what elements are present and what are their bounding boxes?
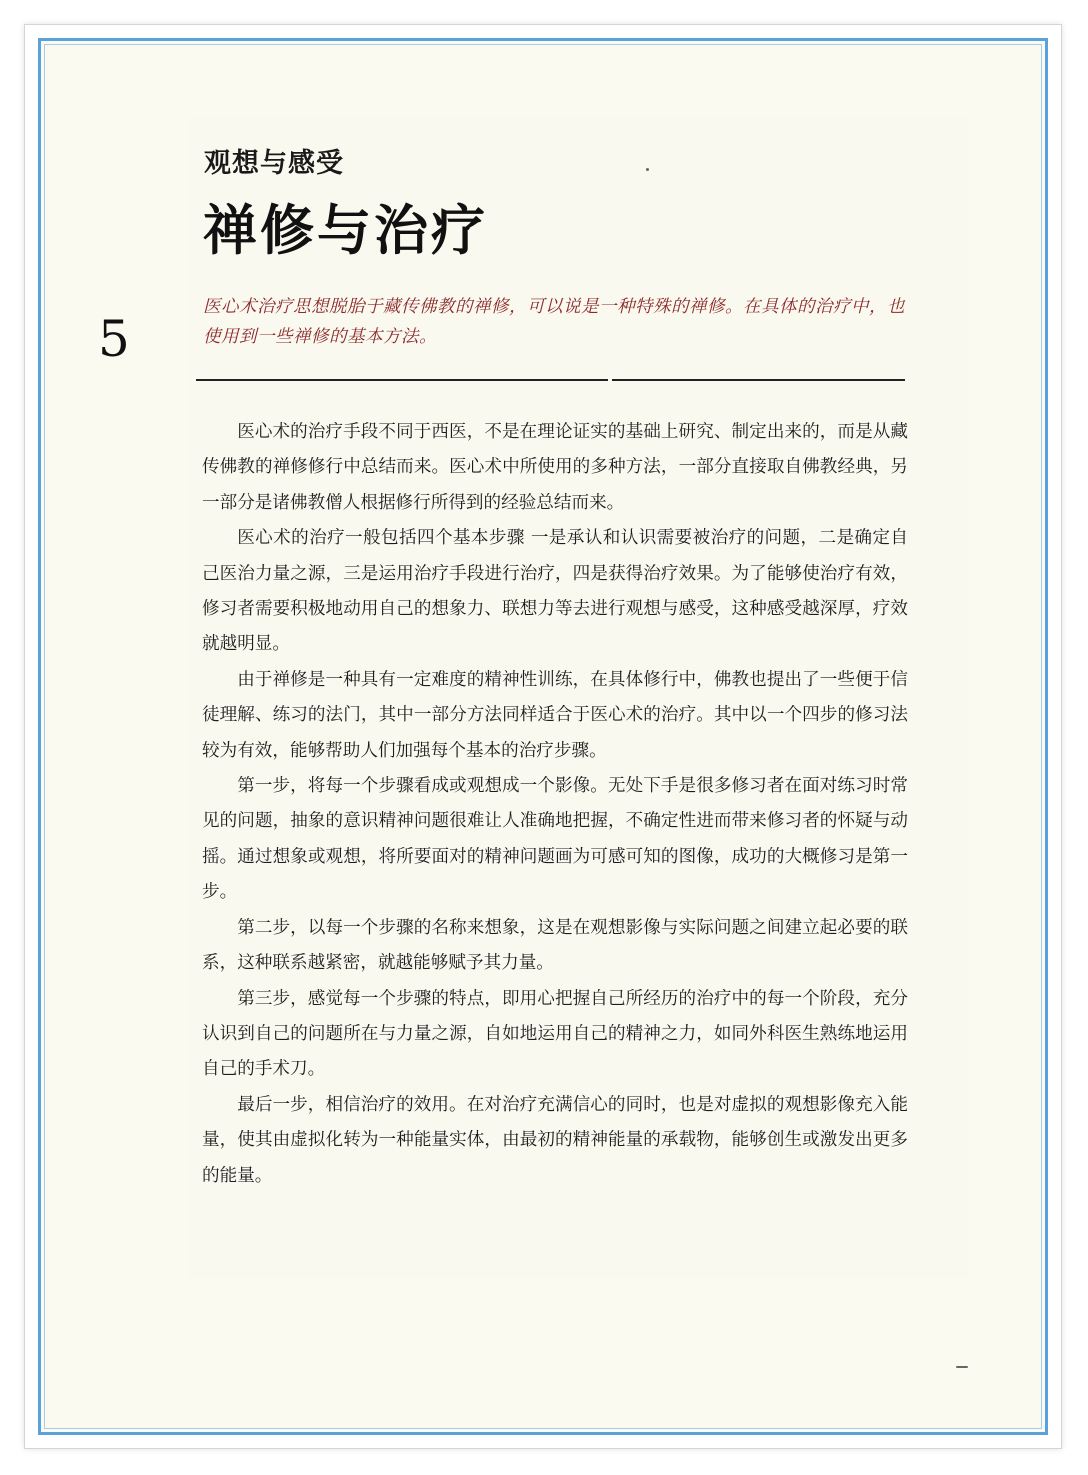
paragraph: 第二步，以每一个步骤的名称来想象，这是在观想影像与实际问题之间建立起必要的联系，这种联系越紧密，就越能够赋予其力量。 bbox=[202, 917, 908, 974]
chapter-intro: 医心术治疗思想脱胎于藏传佛教的禅修，可以说是一种特殊的禅修。在具体的治疗中，也使用到一些禅修的基本方法。 bbox=[203, 297, 905, 347]
paragraph: 最后一步，相信治疗的效用。在对治疗充满信心的同时，也是对虚拟的观想影像充入能量，使其由虚拟化转为一种能量实体，由最初的精神能量的承载物，能够创生或激发出更多的能量。 bbox=[202, 1094, 908, 1186]
paragraph: 第三步，感觉每一个步骤的特点，即用心把握自己所经历的治疗中的每一个阶段，充分认识到自己的问题所在与力量之源，自如地运用自己的精神之力，如同外科医生熟练地运用自己的手术刀。 bbox=[202, 988, 908, 1080]
scan-speck bbox=[646, 168, 649, 171]
paragraph: 医心术的治疗一般包括四个基本步骤 一是承认和认识需要被治疗的问题，二是确定自己医治力量之源，三是运用治疗手段进行治疗，四是获得治疗效果。为了能够使治疗有效，修习者需要积极地动用自己的想象力、联想力等去进行观想与感受，这种感受越深厚，疗效就越明显。 bbox=[202, 528, 908, 655]
paragraph: 医心术的治疗手段不同于西医，不是在理论证实的基础上研究、制定出来的，而是从藏传佛教的禅修修行中总结而来。医心术中所使用的多种方法，一部分直接取自佛教经典，另一部分是诸佛教僧人根据修行所得到的经验总结而来。 bbox=[202, 422, 908, 513]
divider-gap bbox=[608, 378, 612, 382]
paragraph: 由于禅修是一种具有一定难度的精神性训练，在具体修行中，佛教也提出了一些便于信徒理解、练习的法门，其中一部分方法同样适合于医心术的治疗。其中以一个四步的修习法较为有效，能够帮助人们加强每个基本的治疗步骤。 bbox=[202, 669, 908, 761]
chapter-title: 禅修与治疗 bbox=[203, 198, 488, 262]
book-page bbox=[48, 48, 1038, 1425]
divider-line bbox=[196, 379, 905, 381]
paragraph: 第一步，将每一个步骤看成或观想成一个影像。无处下手是很多修习者在面对练习时常见的问题，抽象的意识精神问题很难让人准确地把握，不确定性进而带来修习者的怀疑与动摇。通过想象或观想，将所要面对的精神问题画为可感可知的图像，成功的大概修习是第一步。 bbox=[202, 776, 908, 903]
scan-speck bbox=[956, 1366, 968, 1368]
chapter-subtitle: 观想与感受 bbox=[204, 148, 344, 179]
body-text bbox=[202, 415, 908, 1194]
chapter-number: 5 bbox=[98, 310, 130, 368]
